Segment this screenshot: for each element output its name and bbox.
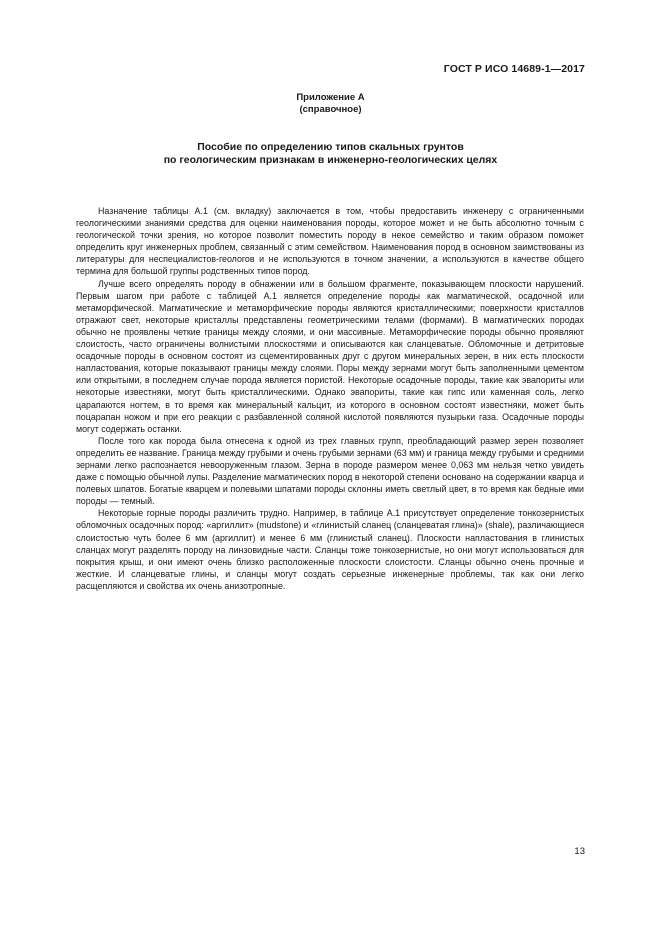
title-line-2: по геологическим признакам в инженерно-геологических целях bbox=[163, 154, 498, 166]
body-text bbox=[76, 205, 584, 592]
document-id: ГОСТ Р ИСО 14689-1—2017 bbox=[443, 63, 585, 75]
title-line-1: Пособие по определению типов скальных грунтов bbox=[197, 141, 464, 153]
annex-label: Приложение А bbox=[296, 92, 365, 103]
paragraph: Назначение таблицы А.1 (см. вкладку) заключается в том, чтобы предоставить инженеру с ограниченными геологическими знаниями средства для оценки наименования породы, которое может и не быть абсолютно точным с геологической точки зрения, но которое позволит поместить породу в некое семейство и таким образом поможет определить круг инженерных проблем, связанный с этим семейством. Наименования пород в основном заимствованы из литературы для неспециалистов-геологов и не используются в точном значении, а используются в качестве общего термина для большой группы родственных типов пород. bbox=[76, 206, 584, 277]
paragraph: После того как порода была отнесена к одной из трех главных групп, преобладающий размер зерен позволяет определить ее название. Граница между грубыми и очень грубыми зернами (63 мм) и граница между грубыми и средними зернами легко распознается невооруженным глазом. Зерна в породе размером менее 0,063 мм нельзя четко увидеть даже с помощью обычной лупы. Разделение магматических пород в некоторой степени основано на содержании кварца и полевых шпатов. Богатые кварцем и полевыми шпатами породы склонны иметь светлый цвет, в то время как бедные ими породы — темный. bbox=[76, 435, 584, 507]
annex-status: (справочное) bbox=[299, 104, 362, 115]
page-number: 13 bbox=[574, 846, 585, 857]
page-title bbox=[0, 141, 661, 167]
annex-heading bbox=[0, 92, 661, 116]
paragraph: Некоторые горные породы различить трудно. Например, в таблице А.1 присутствует определение тонкозернистых обломочных осадочных пород: «аргиллит» (mudstone) и «глинистый сланец (сланцеватая глина)» (shale), различающиеся слоистостью чуть более 6 мм (аргиллит) и менее 6 мм (глинистый сланец). Плоскости напластования в глинистых сланцах могут разделять породу на линзовидные части. Сланцы тоже тонкозернистые, но они могут использоваться для покрытия крыш, и они имеют очень близко расположенные плоскости слоистости. Сланцы обычно очень прочные и жесткие. И сланцеватые глины, и сланцы могут создать серьезные инженерные проблемы, так как они легко расщепляются и свойства их очень анизотропные. bbox=[76, 508, 584, 591]
paragraph: Лучше всего определять породу в обнажении или в большом фрагменте, показывающем плоскости нарушений. Первым шагом при работе с таблицей А.1 является определение породы как магматической, осадочной или метаморфической. Магматические и метаморфические породы являются кристаллическими; поверхности кристаллов отражают свет, некоторые кристаллы представлены геометрическими телами (формами). В магматических породах обычно не проявлены четкие границы между слоями, и они массивные. Метаморфические породы обычно проявляют слоистость, часто ограничены волнистыми плоскостями и описываются как сланцеватые. Обломочные и детритовые осадочные породы в основном состоят из сцементированных друг с другом минеральных зерен, в них есть плоскости напластования, которые показывают границы между слоями. Поры между зернами могут быть заполненными цементом или открытыми, в последнем случае порода является пористой. Некоторые осадочные породы, такие как эвапориты или некоторые известняки, могут быть кристаллическими. Однако эвапориты, такие как гипс или каменная соль, легко царапаются ногтем, в то время как минеральный кальцит, из которого в основном состоят известняки, может быть поцарапан ножом и при его реакции с разбавленной соляной кислотой появляются пузырьки газа. Осадочные породы могут содержать останки. bbox=[76, 278, 584, 434]
